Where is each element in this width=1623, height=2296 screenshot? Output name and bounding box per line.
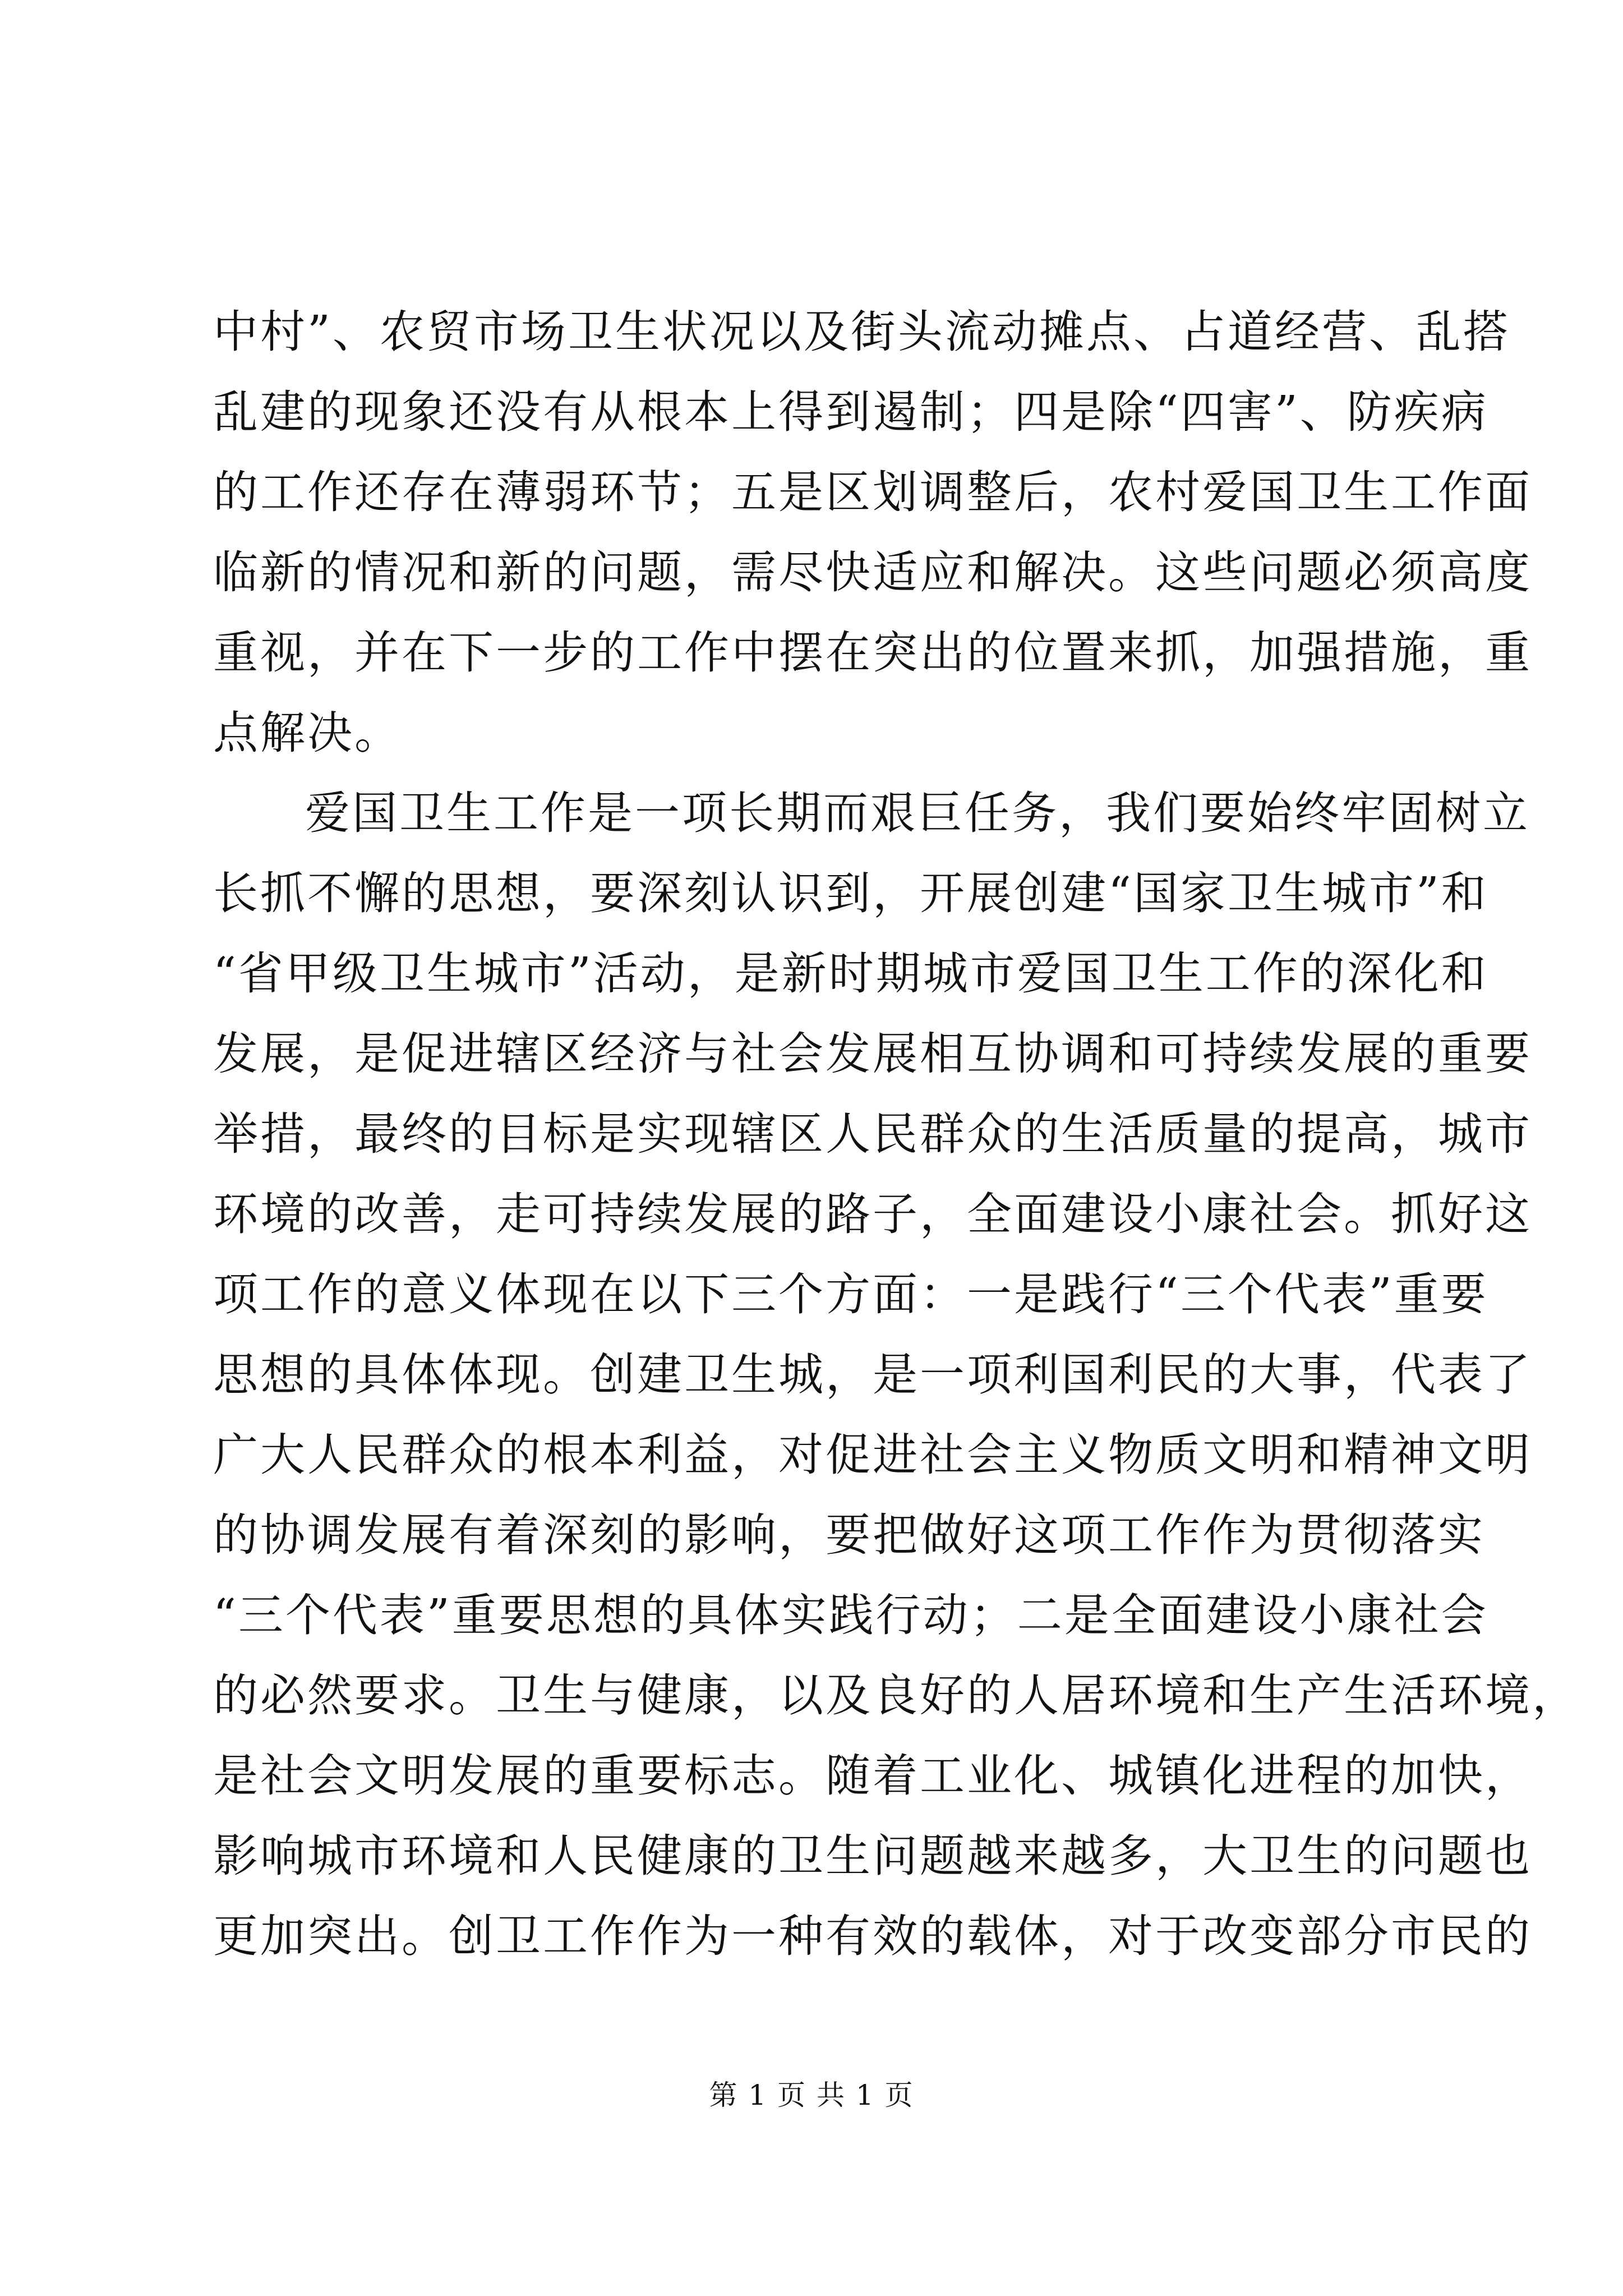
body-line-12: 环境的改善，走可持续发展的路子，全面建设小康社会。抓好这 [213,1188,1532,1240]
body-line-9: “省甲级卫生城市”活动，是新时期城市爱国卫生工作的深化和 [213,947,1488,1000]
body-line-15: 广大人民群众的根本利益，对促进社会主义物质文明和精神文明 [213,1429,1532,1481]
body-line-20: 影响城市环境和人民健康的卫生问题越来越多，大卫生的问题也 [213,1830,1532,1882]
body-line-21: 更加突出。创卫工作作为一种有效的载体，对于改变部分市民的 [213,1910,1532,1962]
body-line-19: 是社会文明发展的重要标志。随着工业化、城镇化进程的加快， [213,1750,1532,1802]
body-line-18: 的必然要求。卫生与健康，以及良好的人居环境和生产生活环境， [213,1669,1579,1722]
body-line-14: 思想的具体体现。创建卫生城，是一项利国利民的大事，代表了 [213,1349,1532,1401]
body-line-8: 长抓不懈的思想，要深刻认识到，开展创建“国家卫生城市”和 [213,867,1488,919]
body-line-13: 项工作的意义体现在以下三个方面：一是践行“三个代表”重要 [213,1268,1488,1320]
body-line-5: 重视，并在下一步的工作中摆在突出的位置来抓，加强措施，重 [213,627,1532,679]
body-line-11: 举措，最终的目标是实现辖区人民群众的生活质量的提高，城市 [213,1108,1532,1160]
page-number-footer: 第 1 页 共 1 页 [709,2079,914,2111]
body-line-4: 临新的情况和新的问题，需尽快适应和解决。这些问题必须高度 [213,546,1532,599]
body-line-16: 的协调发展有着深刻的影响，要把做好这项工作作为贯彻落实 [213,1509,1485,1561]
body-line-6: 点解决。 [213,707,402,759]
body-line-17: “三个代表”重要思想的具体实践行动；二是全面建设小康社会 [213,1589,1488,1641]
document-body [213,292,1579,1976]
body-line-1: 中村”、农贸市场卫生状况以及街头流动摊点、占道经营、乱搭 [213,306,1510,358]
body-line-2: 乱建的现象还没有从根本上得到遏制；四是除“四害”、防疾病 [213,386,1488,438]
body-line-10: 发展，是促进辖区经济与社会发展相互协调和可持续发展的重要 [213,1028,1532,1080]
body-line-7: 爱国卫生工作是一项长期而艰巨任务，我们要始终牢固树立 [305,787,1530,839]
body-line-3: 的工作还存在薄弱环节；五是区划调整后，农村爱国卫生工作面 [213,466,1532,518]
